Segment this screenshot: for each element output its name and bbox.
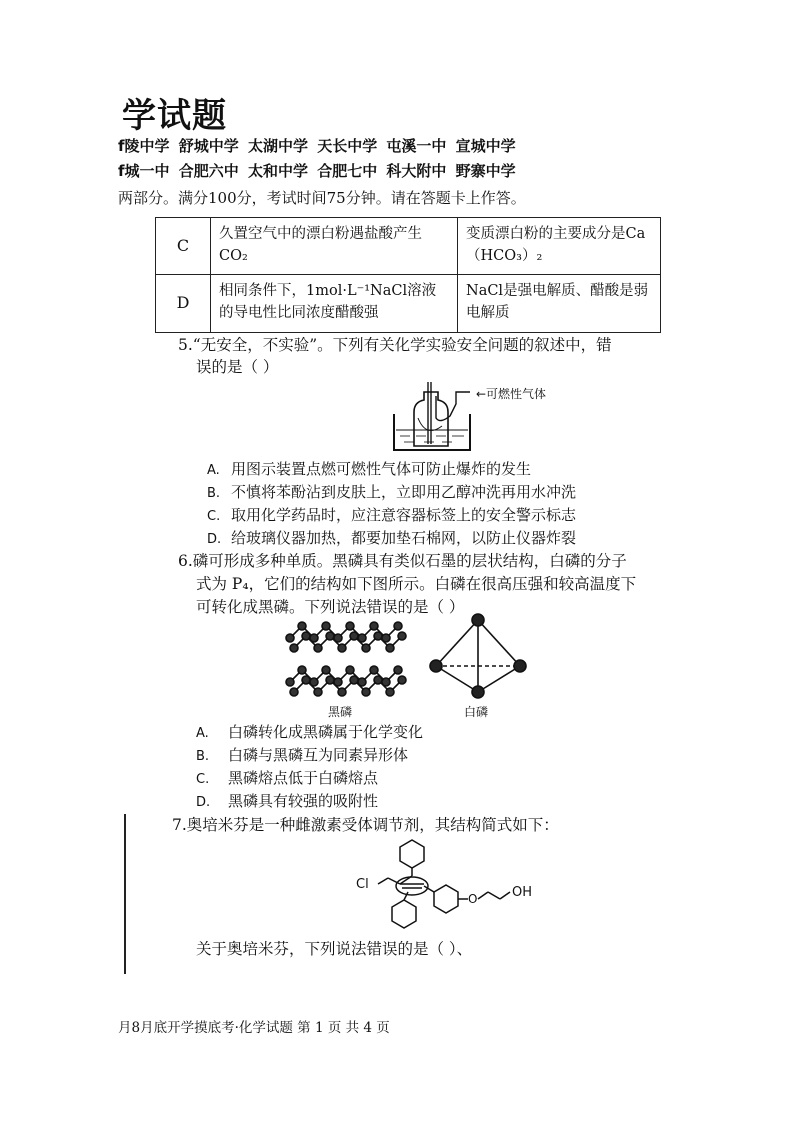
page-footer: 月8月底开学摸底考·化学试题 第 1 页 共 4 页 <box>118 1020 390 1036</box>
row-statement: 相同条件下，1mol·L⁻¹NaCl溶液的导电性比同浓度醋酸强 <box>211 274 458 332</box>
bottom-phenyl-ring <box>392 900 416 928</box>
row-label: C <box>156 218 211 275</box>
option-key: A. <box>207 463 220 478</box>
option-text: 黑磷熔点低于白磷熔点 <box>228 769 379 787</box>
row-explanation: 变质漂白粉的主要成分是Ca（HCO₃）₂ <box>458 218 661 275</box>
double-bond-highlight <box>396 877 428 895</box>
option-text: 取用化学药品时，应注意容器标签上的安全警示标志 <box>231 506 577 524</box>
table-row <box>156 274 661 332</box>
q5-stem-line1: 5.“无安全，不实验”。下列有关化学实验安全问题的叙述中，错 <box>178 336 612 354</box>
white-phosphorus-structure <box>430 614 526 698</box>
option-key: B. <box>207 486 221 501</box>
row-explanation: NaCl是强电解质、醋酸是弱电解质 <box>458 274 661 332</box>
ether-oxygen-label: O <box>468 892 478 906</box>
q7-stem-line2: 关于奥培米芬，下列说法错误的是（ ）、 <box>196 940 473 958</box>
q5-figure-label: ←可燃性气体 <box>476 387 547 401</box>
q5-option-d <box>207 527 576 548</box>
q6-option-a <box>196 721 423 742</box>
option-key: D. <box>196 795 211 810</box>
chlorine-label: Cl <box>356 877 369 892</box>
schools-row-2: f城一中 合肥六中 太和中学 合肥七中 科大附中 野寨中学 <box>118 162 516 180</box>
water-hatching <box>400 436 464 442</box>
exam-instructions: 两部分。满分100分，考试时间75分钟。请在答题卡上作答。 <box>118 189 526 207</box>
option-text: 黑磷具有较强的吸附性 <box>228 792 379 810</box>
black-phosphorus-structure <box>286 622 406 696</box>
option-text: 白磷与黑磷互为同素异形体 <box>228 746 409 764</box>
q5-stem-line2: 误的是（ ） <box>196 358 279 376</box>
para-phenyl-ring <box>434 885 458 913</box>
white-phosphorus-label: 白磷 <box>464 705 489 719</box>
q5-option-b <box>207 481 576 502</box>
row-statement: 久置空气中的漂白粉遇盐酸产生CO₂ <box>211 218 458 275</box>
q6-stem-line1: 6.磷可形成多种单质。黑磷具有类似石墨的层状结构，白磷的分子 <box>178 552 627 570</box>
q6-option-d <box>196 790 378 811</box>
hydroxyl-label: OH <box>512 885 533 900</box>
q5-option-c <box>207 504 576 525</box>
option-text: 用图示装置点燃可燃性气体可防止爆炸的发生 <box>231 460 532 478</box>
outlet-tube <box>436 392 470 421</box>
option-key: B. <box>196 749 210 764</box>
q6-stem-line2: 式为 P₄，它们的结构如下图所示。白磷在很高压强和较高温度下 <box>196 575 637 593</box>
q6-stem-line3: 可转化成黑磷。下列说法错误的是（ ） <box>196 598 465 616</box>
row-label: D <box>156 274 211 332</box>
option-key: A. <box>196 726 209 741</box>
page-title: 学试题 <box>122 96 227 136</box>
option-key: C. <box>196 772 210 787</box>
q5-option-a <box>207 458 531 479</box>
option-key: D. <box>207 532 222 547</box>
option-text: 不慎将苯酚沾到皮肤上，立即用乙醇冲洗再用水冲洗 <box>231 483 577 501</box>
option-key: C. <box>207 509 221 524</box>
binding-margin-line <box>124 814 126 974</box>
top-phenyl-ring <box>400 840 424 868</box>
q4-options-table <box>155 217 661 333</box>
q7-stem-line1: 7.奥培米芬是一种雌激素受体调节剂，其结构简式如下： <box>172 816 559 834</box>
option-text: 给玻璃仪器加热，都要加垫石棉网，以防止仪器炸裂 <box>231 529 577 547</box>
q6-option-b <box>196 744 408 765</box>
black-phosphorus-label: 黑磷 <box>328 705 353 719</box>
q6-option-c <box>196 767 378 788</box>
option-text: 白磷转化成黑磷属于化学变化 <box>228 723 424 741</box>
water-trough <box>394 414 470 450</box>
q6-phosphorus-figure <box>282 612 552 724</box>
table-row <box>156 218 661 275</box>
schools-row-1: f陵中学 舒城中学 太湖中学 天长中学 屯溪一中 宣城中学 <box>118 137 516 155</box>
q7-ospemifene-structure <box>350 836 550 936</box>
q5-apparatus-figure <box>380 378 620 458</box>
